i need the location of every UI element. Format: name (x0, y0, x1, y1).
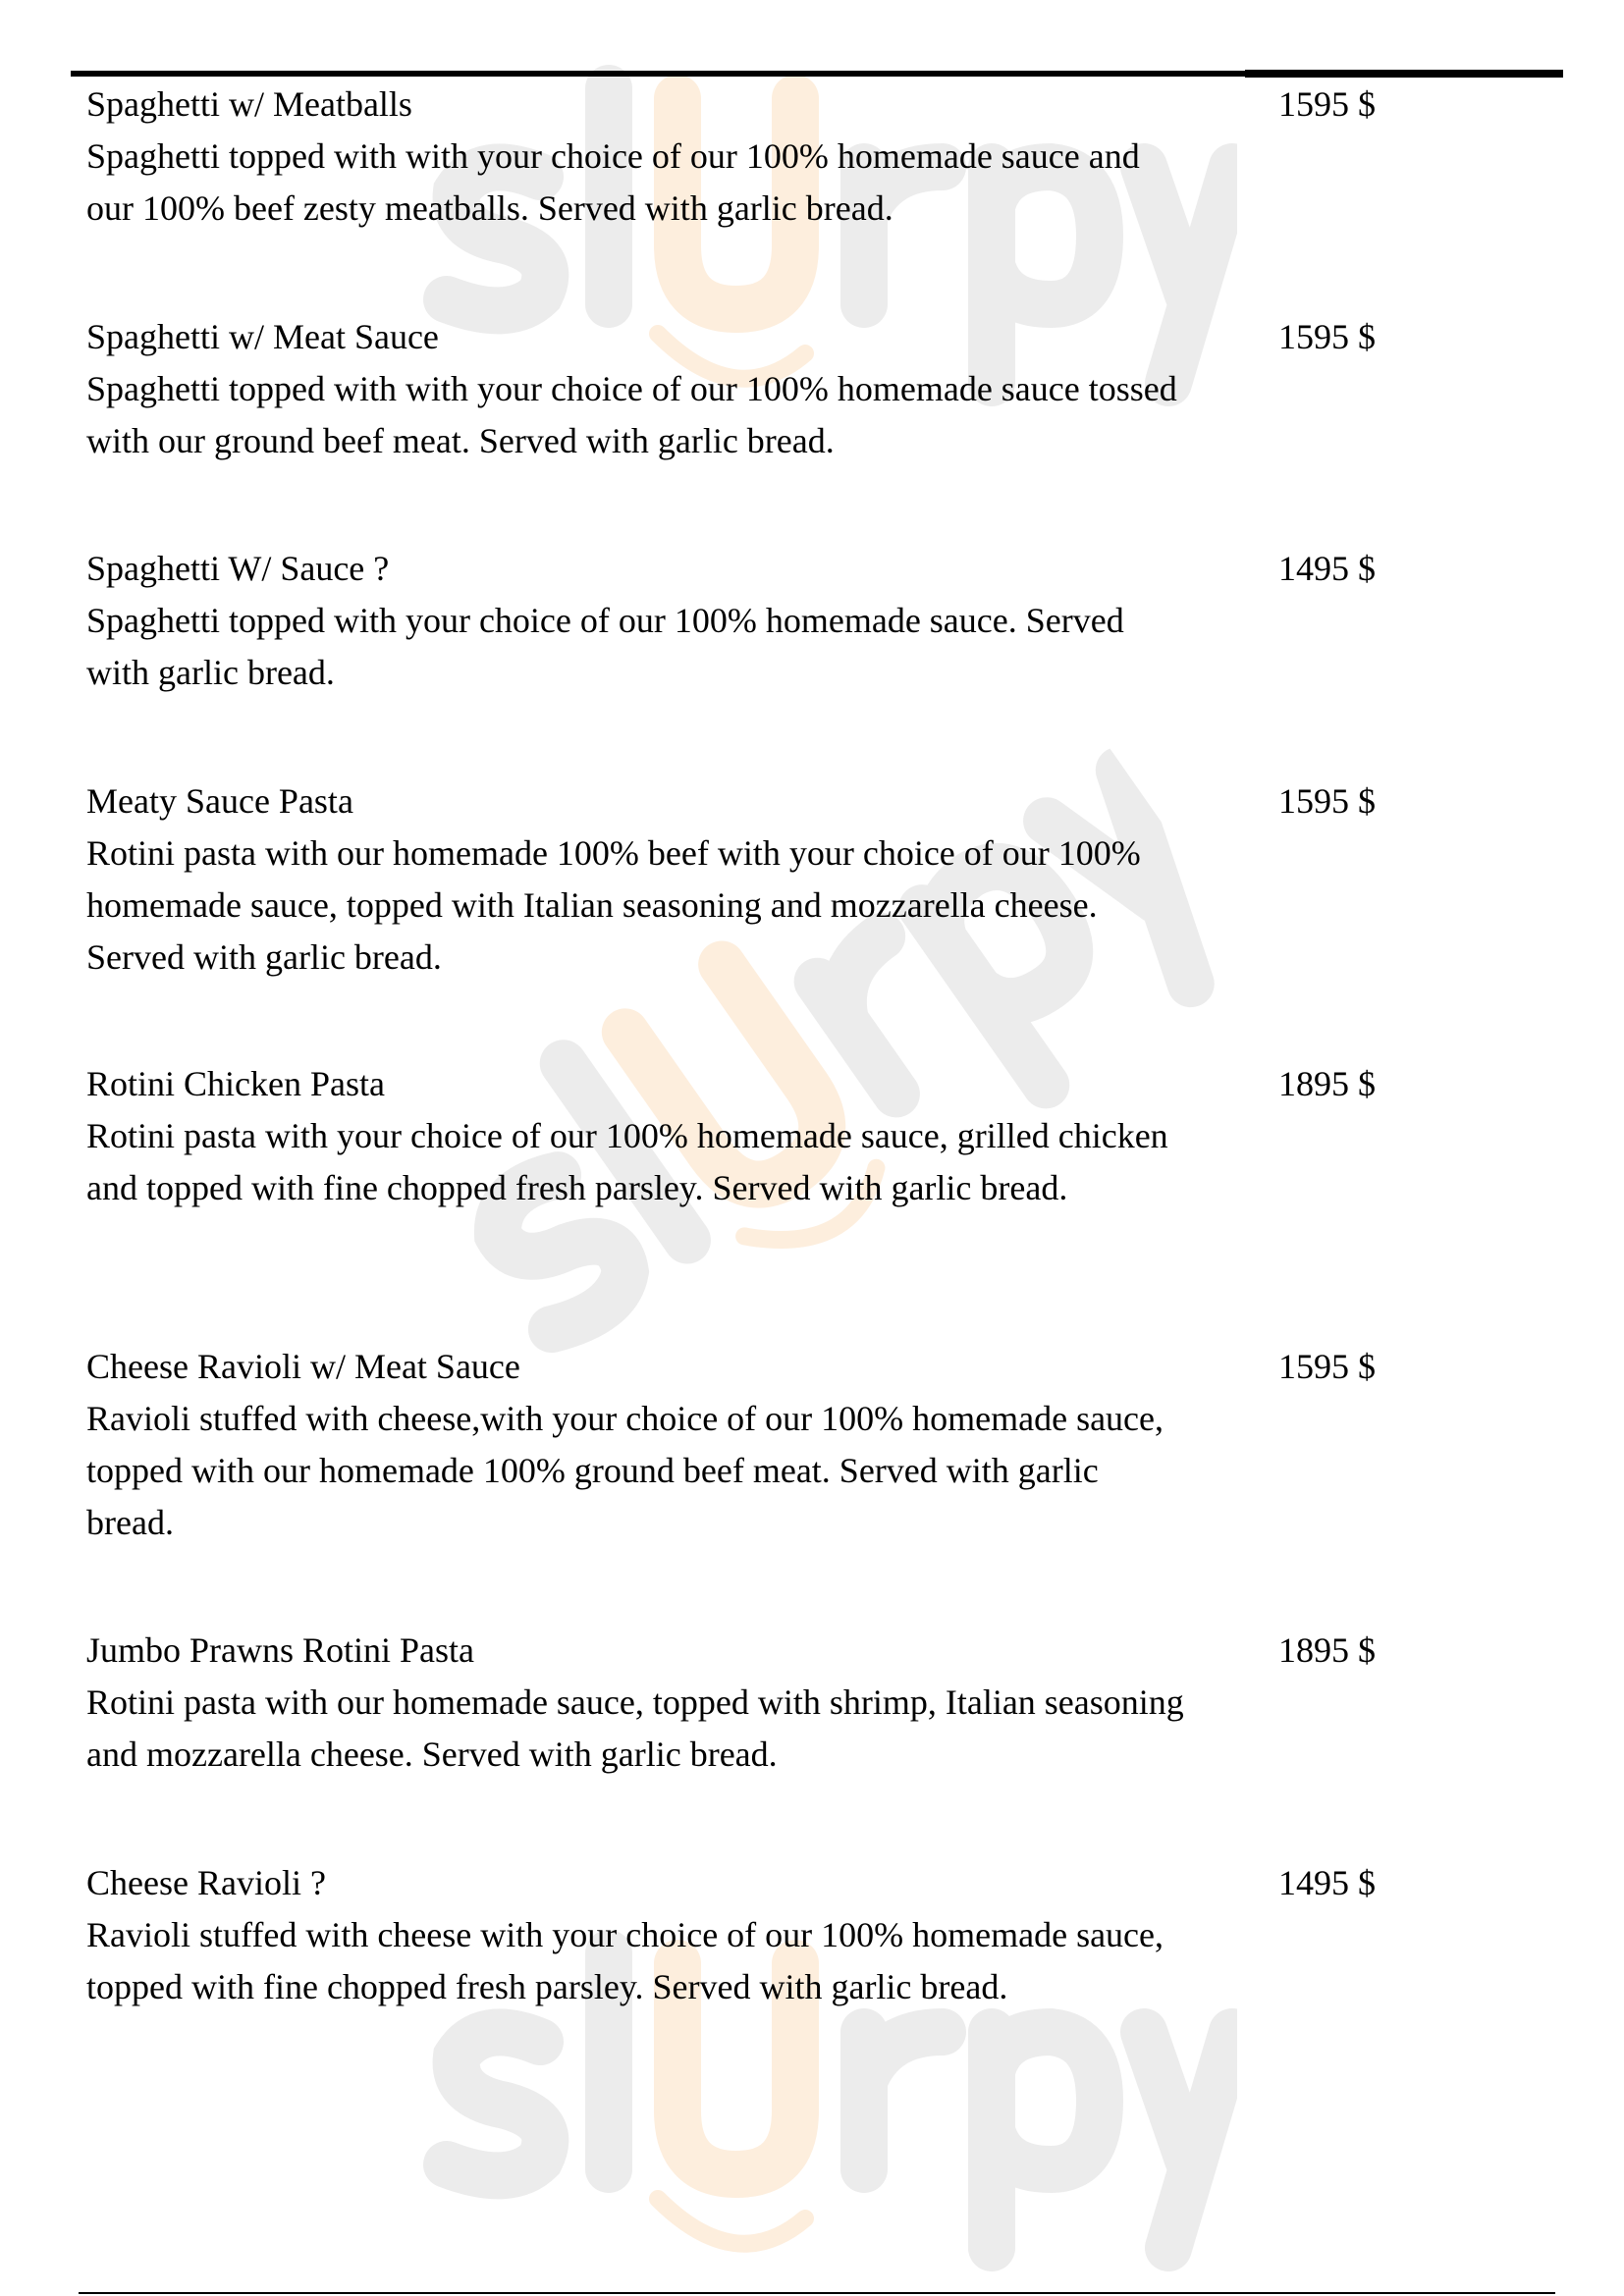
item-name: Cheese Ravioli ? (86, 1863, 326, 1902)
item-description: Spaghetti topped with with your choice of our 100% homemade sauce and our 100% beef zesty meatballs. Served with garlic bread. (86, 136, 1140, 228)
item-description: Ravioli stuffed with cheese with your choice of our 100% homemade sauce, topped with fine chopped fresh parsley. Served with garlic bread. (86, 1915, 1164, 2006)
item-description: Rotini pasta with our homemade 100% beef with your choice of our 100% homemade sauce, topped with Italian seasoning and mozzarella cheese. Served with garlic bread. (86, 833, 1141, 977)
menu-item (86, 1625, 1559, 1781)
item-price: 1595 $ (1278, 317, 1376, 356)
menu-item (86, 543, 1559, 699)
item-description: Rotini pasta with our homemade sauce, topped with shrimp, Italian seasoning and mozzarella cheese. Served with garlic bread. (86, 1682, 1184, 1774)
item-description: Rotini pasta with your choice of our 100% homemade sauce, grilled chicken and topped with fine chopped fresh parsley. Served with garlic bread. (86, 1116, 1168, 1207)
item-description: Spaghetti topped with with your choice of our 100% homemade sauce tossed with our ground beef meat. Served with garlic bread. (86, 369, 1177, 460)
item-description: Ravioli stuffed with cheese,with your choice of our 100% homemade sauce, topped with our homemade 100% ground beef meat. Served with garlic bread. (86, 1399, 1164, 1542)
item-name: Jumbo Prawns Rotini Pasta (86, 1630, 475, 1670)
menu-item (86, 311, 1559, 467)
menu-item (86, 79, 1559, 235)
item-price: 1895 $ (1278, 1064, 1376, 1103)
menu-item (86, 1341, 1559, 1549)
item-price: 1595 $ (1278, 781, 1376, 821)
bottom-rule (79, 2292, 1555, 2294)
item-price: 1595 $ (1278, 84, 1376, 124)
top-rule-price-column (1245, 70, 1563, 78)
item-name: Spaghetti w/ Meatballs (86, 84, 412, 124)
top-rule (71, 71, 1245, 77)
item-name: Cheese Ravioli w/ Meat Sauce (86, 1347, 520, 1386)
item-price: 1495 $ (1278, 1863, 1376, 1902)
item-description: Spaghetti topped with your choice of our 100% homemade sauce. Served with garlic bread. (86, 601, 1124, 692)
item-name: Spaghetti W/ Sauce ? (86, 549, 390, 588)
menu-item (86, 775, 1559, 984)
item-price: 1895 $ (1278, 1630, 1376, 1670)
item-name: Spaghetti w/ Meat Sauce (86, 317, 439, 356)
item-price: 1495 $ (1278, 549, 1376, 588)
menu-item (86, 1857, 1559, 2013)
menu-item (86, 1058, 1559, 1214)
item-price: 1595 $ (1278, 1347, 1376, 1386)
item-name: Rotini Chicken Pasta (86, 1064, 385, 1103)
item-name: Meaty Sauce Pasta (86, 781, 353, 821)
